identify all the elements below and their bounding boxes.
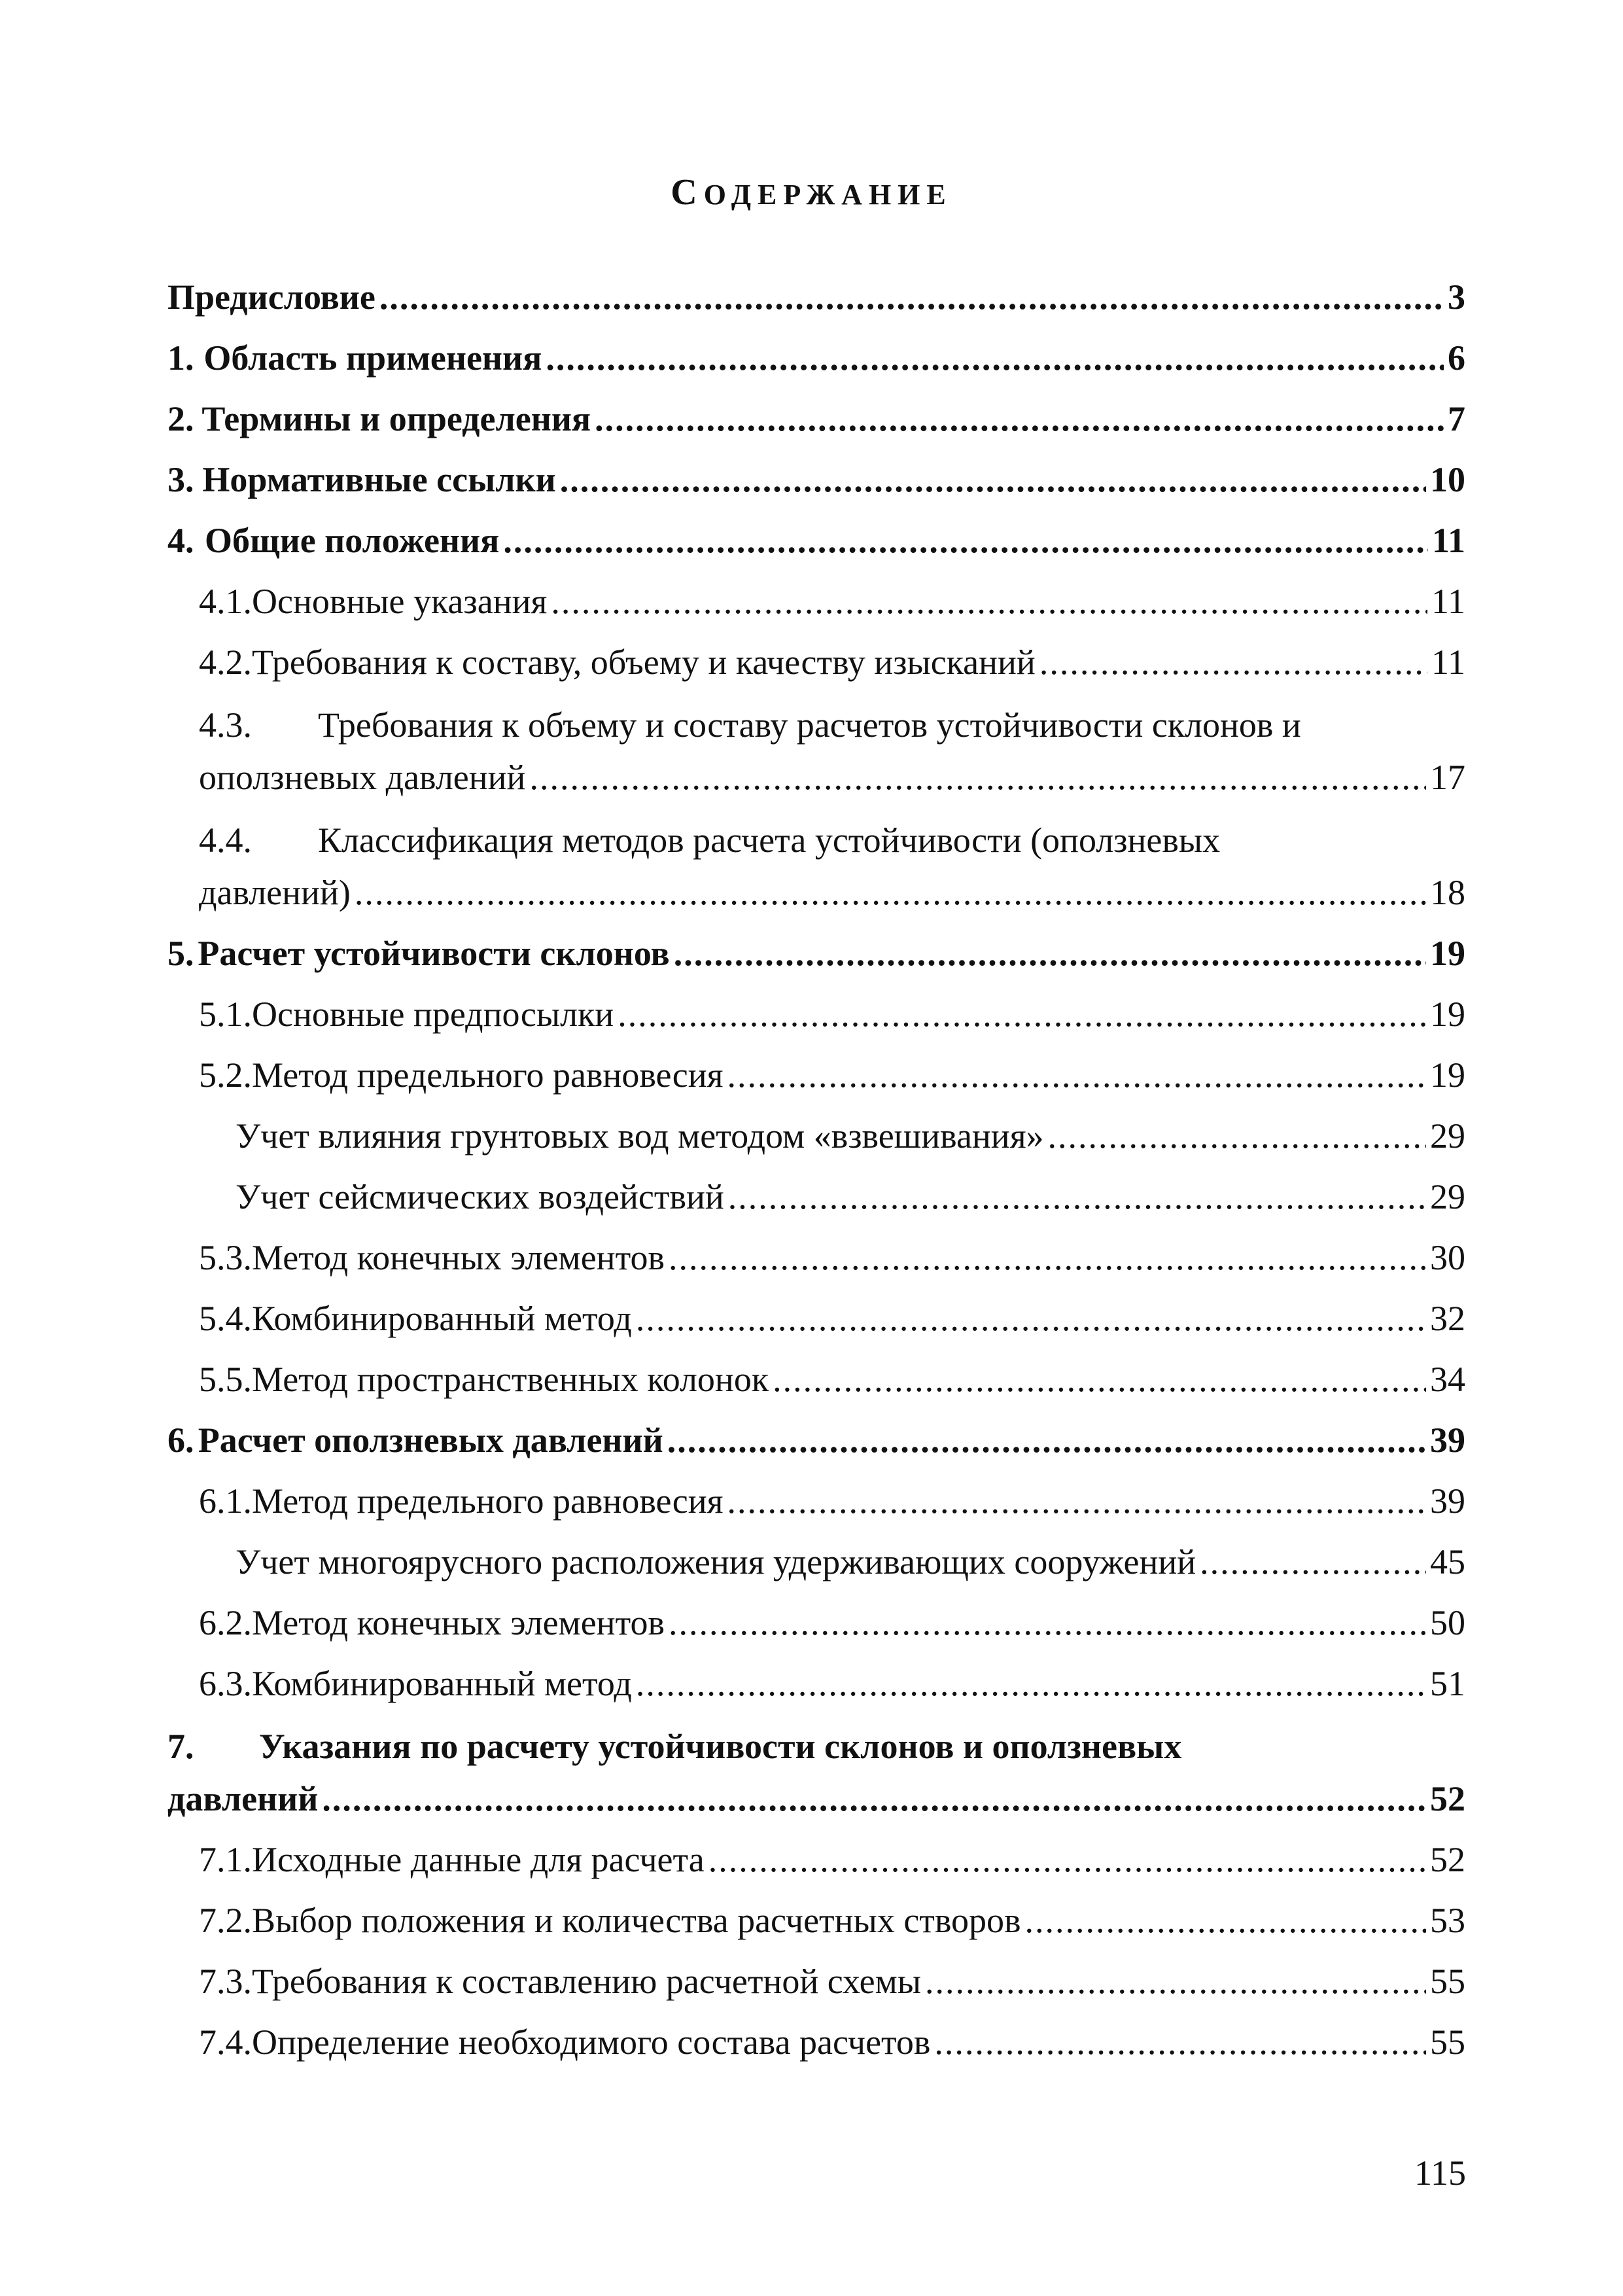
dot-leader xyxy=(355,872,1426,913)
dot-leader xyxy=(708,1839,1426,1880)
toc-entry-page: 29 xyxy=(1430,1177,1465,1216)
toc-entry-number: 6.3. xyxy=(199,1664,252,1703)
dot-leader xyxy=(669,1602,1426,1643)
toc-entry-3[interactable] xyxy=(167,450,1465,510)
toc-entry-page: 6 xyxy=(1448,338,1465,378)
toc-entry-text: Учет многоярусного расположения удерживающих сооружений xyxy=(236,1542,1196,1581)
toc-entry-text: Общие положения xyxy=(205,521,500,560)
toc-entry-number: 7. xyxy=(167,1727,194,1766)
toc-entry-preface[interactable] xyxy=(167,267,1465,328)
toc-entry-6[interactable] xyxy=(167,1410,1465,1471)
toc-entry-5-2-groundwater[interactable] xyxy=(167,1106,1465,1167)
dot-leader xyxy=(728,1176,1426,1217)
toc-entry-text: Термины и определения xyxy=(201,399,591,438)
toc-entry-number: 3. xyxy=(167,460,194,499)
toc-entry-page: 7 xyxy=(1448,399,1465,438)
toc-entry-number: 7.1. xyxy=(199,1840,252,1879)
toc-entry-number: 4.2. xyxy=(199,643,252,682)
toc-entry-text: Нормативные ссылки xyxy=(202,460,556,499)
dot-leader xyxy=(773,1359,1426,1400)
toc-entry-page: 53 xyxy=(1430,1901,1465,1940)
toc-entry-7-1[interactable] xyxy=(167,1829,1465,1890)
dot-leader xyxy=(934,2022,1426,2062)
toc-entry-text: Метод предельного равновесия xyxy=(252,1055,724,1095)
toc-entry-text: Учет влияния грунтовых вод методом «взвешивания» xyxy=(236,1116,1044,1156)
toc-entry-text-continued: давлений xyxy=(167,1779,319,1818)
toc-entry-4-1[interactable] xyxy=(167,571,1465,632)
toc-entry-text: Метод конечных элементов xyxy=(252,1603,665,1642)
toc-entry-number: 7.2. xyxy=(199,1901,252,1940)
toc-entry-page: 55 xyxy=(1430,1962,1465,2001)
toc-entry-text: Определение необходимого состава расчетов xyxy=(252,2022,931,2062)
toc-entry-text-continued: давлений) xyxy=(199,873,351,912)
toc-entry-page: 39 xyxy=(1430,1421,1465,1460)
toc-entry-number: 4.4. xyxy=(199,821,252,860)
toc-entry-text: Основные указания xyxy=(252,582,548,621)
toc-entry-text: Требования к объему и составу расчетов устойчивости склонов и xyxy=(318,705,1301,745)
toc-entry-5-2-seismic[interactable] xyxy=(167,1167,1465,1227)
toc-entry-page: 3 xyxy=(1448,277,1465,317)
dot-leader xyxy=(379,277,1444,317)
toc-entry-number: 7.4. xyxy=(199,2022,252,2062)
toc-entry-number: 5.2. xyxy=(199,1055,252,1095)
toc-entry-text: Требования к составу, объему и качеству изысканий xyxy=(252,643,1036,682)
toc-entry-6-3[interactable] xyxy=(167,1653,1465,1714)
toc-entry-text: Предисловие xyxy=(167,277,375,317)
toc-entry-number: 6.1. xyxy=(199,1481,252,1521)
toc-entry-text: Исходные данные для расчета xyxy=(252,1840,705,1879)
dot-leader xyxy=(669,1237,1426,1278)
toc-entry-text: Выбор положения и количества расчетных створов xyxy=(252,1901,1021,1940)
toc-entry-number: 5.4. xyxy=(199,1299,252,1338)
toc-entry-6-2[interactable] xyxy=(167,1593,1465,1653)
dot-leader xyxy=(1025,1900,1426,1941)
toc-entry-7-3[interactable] xyxy=(167,1951,1465,2012)
toc-entry-page: 19 xyxy=(1430,934,1465,973)
toc-entry-text: Область применения xyxy=(203,338,542,378)
toc-entry-page: 17 xyxy=(1430,758,1465,797)
toc-entry-page: 51 xyxy=(1430,1664,1465,1703)
toc-entry-number: 4.1. xyxy=(199,582,252,621)
toc-entry-text: Метод пространственных колонок xyxy=(252,1360,769,1399)
toc-entry-number: 5.3. xyxy=(199,1238,252,1277)
toc-entry-text-continued: оползневых давлений xyxy=(199,758,526,797)
toc-entry-page: 19 xyxy=(1430,1055,1465,1095)
toc-entry-6-1-multitier[interactable] xyxy=(167,1532,1465,1593)
toc-entry-4[interactable] xyxy=(167,510,1465,571)
toc-entry-text: Расчет устойчивости склонов xyxy=(198,934,670,973)
dot-leader xyxy=(595,398,1444,439)
toc-entry-page: 34 xyxy=(1430,1360,1465,1399)
dot-leader xyxy=(551,581,1427,622)
title-cap: С xyxy=(671,172,704,213)
toc-entry-text: Комбинированный метод xyxy=(252,1299,632,1338)
page-title xyxy=(0,171,1623,213)
toc-entry-5-4[interactable] xyxy=(167,1288,1465,1349)
toc-entry-page: 52 xyxy=(1430,1840,1465,1879)
toc-entry-2[interactable] xyxy=(167,389,1465,450)
toc-entry-page: 11 xyxy=(1431,521,1465,560)
toc-entry-5-2[interactable] xyxy=(167,1045,1465,1106)
dot-leader xyxy=(727,1481,1426,1521)
toc-entry-number: 5.1. xyxy=(199,995,252,1034)
dot-leader xyxy=(674,933,1426,974)
toc-entry-text: Учет сейсмических воздействий xyxy=(236,1177,724,1216)
title-rest: ОДЕРЖАНИЕ xyxy=(703,179,952,211)
dot-leader xyxy=(1048,1116,1426,1156)
toc-entry-4-4[interactable] xyxy=(167,808,1465,923)
toc-entry-4-3[interactable] xyxy=(167,693,1465,808)
toc-entry-5-3[interactable] xyxy=(167,1227,1465,1288)
dot-leader xyxy=(925,1961,1426,2002)
toc-entry-page: 39 xyxy=(1430,1481,1465,1521)
page-number: 115 xyxy=(1414,2153,1466,2193)
toc-entry-page: 32 xyxy=(1430,1299,1465,1338)
toc-entry-page: 30 xyxy=(1430,1238,1465,1277)
toc-entry-page: 18 xyxy=(1430,873,1465,912)
toc-entry-page: 29 xyxy=(1430,1116,1465,1156)
toc-entry-text: Метод конечных элементов xyxy=(252,1238,665,1277)
dot-leader xyxy=(503,520,1428,561)
toc-entry-5[interactable] xyxy=(167,923,1465,984)
toc-entry-number: 6.2. xyxy=(199,1603,252,1642)
toc-entry-number: 4. xyxy=(167,521,194,560)
toc-entry-text: Расчет оползневых давлений xyxy=(198,1421,663,1460)
toc-entry-number: 5.5. xyxy=(199,1360,252,1399)
dot-leader xyxy=(546,338,1444,378)
toc-entry-text: Основные предпосылки xyxy=(252,995,614,1034)
toc-entry-text: Комбинированный метод xyxy=(252,1664,632,1703)
toc-entry-number: 4.3. xyxy=(199,705,252,745)
toc-entry-6-1[interactable] xyxy=(167,1471,1465,1532)
toc-entry-number: 5. xyxy=(167,934,194,973)
toc-entry-number: 1. xyxy=(167,338,194,378)
toc-entry-7-2[interactable] xyxy=(167,1890,1465,1951)
toc-entry-4-2[interactable] xyxy=(167,632,1465,693)
dot-leader xyxy=(529,757,1426,798)
toc-entry-page: 45 xyxy=(1430,1542,1465,1581)
toc-entry-page: 11 xyxy=(1431,643,1465,682)
dot-leader xyxy=(636,1298,1426,1339)
table-of-contents xyxy=(167,267,1465,2073)
toc-entry-page: 10 xyxy=(1430,460,1465,499)
dot-leader xyxy=(1039,642,1427,682)
toc-entry-page: 50 xyxy=(1430,1603,1465,1642)
toc-entry-7[interactable] xyxy=(167,1714,1465,1829)
dot-leader xyxy=(560,459,1426,500)
dot-leader xyxy=(636,1663,1426,1704)
toc-entry-page: 52 xyxy=(1430,1779,1465,1818)
toc-entry-page: 19 xyxy=(1430,995,1465,1034)
toc-entry-7-4[interactable] xyxy=(167,2012,1465,2073)
toc-entry-page: 55 xyxy=(1430,2022,1465,2062)
toc-entry-number: 6. xyxy=(167,1421,194,1460)
dot-leader xyxy=(322,1778,1426,1819)
dot-leader xyxy=(667,1420,1426,1460)
toc-entry-5-5[interactable] xyxy=(167,1349,1465,1410)
toc-entry-page: 11 xyxy=(1431,582,1465,621)
toc-entry-text: Классификация методов расчета устойчивости (оползневых xyxy=(318,821,1221,860)
dot-leader xyxy=(1200,1542,1426,1582)
toc-entry-number: 2. xyxy=(167,399,194,438)
toc-entry-text: Указания по расчету устойчивости склонов и оползневых xyxy=(259,1727,1182,1766)
toc-entry-1[interactable] xyxy=(167,328,1465,389)
toc-entry-5-1[interactable] xyxy=(167,984,1465,1045)
toc-entry-text: Требования к составлению расчетной схемы xyxy=(252,1962,922,2001)
toc-entry-text: Метод предельного равновесия xyxy=(252,1481,724,1521)
dot-leader xyxy=(618,994,1426,1034)
dot-leader xyxy=(727,1055,1426,1095)
toc-entry-number: 7.3. xyxy=(199,1962,252,2001)
